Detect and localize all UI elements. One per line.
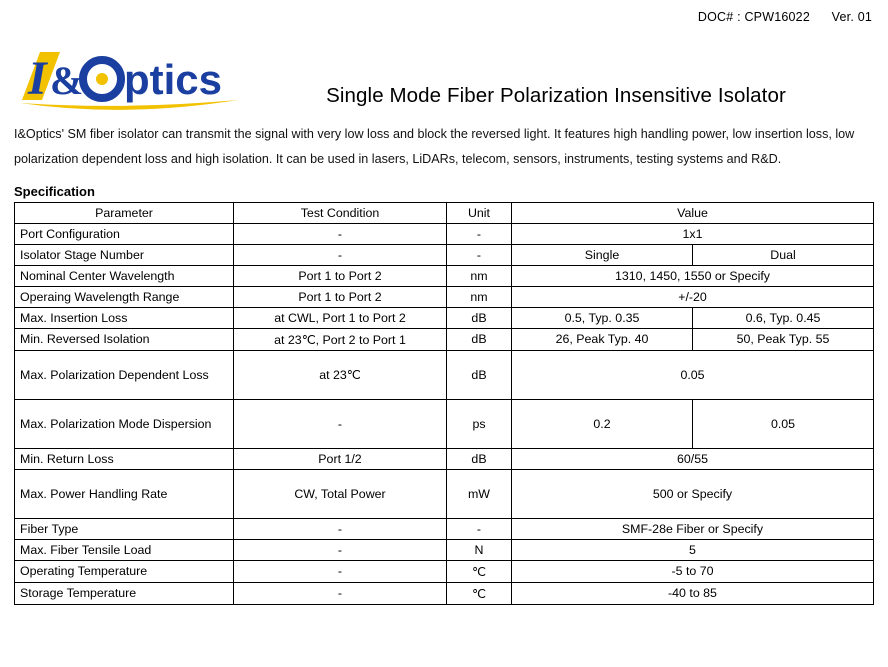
cell-parameter: Fiber Type xyxy=(15,518,234,539)
table-row xyxy=(15,469,874,518)
cell-unit: ℃ xyxy=(447,560,512,582)
specification-heading: Specification xyxy=(14,183,95,199)
cell-parameter: Max. Polarization Dependent Loss xyxy=(15,350,234,399)
doc-version: Ver. 01 xyxy=(831,10,872,24)
cell-unit: - xyxy=(447,223,512,244)
table-row xyxy=(15,286,874,307)
cell-unit: dB xyxy=(447,448,512,469)
cell-test-condition: at CWL, Port 1 to Port 2 xyxy=(234,307,447,328)
table-head xyxy=(15,202,874,223)
cell-value: 1x1 xyxy=(512,223,874,244)
table-row xyxy=(15,244,874,265)
cell-test-condition: - xyxy=(234,244,447,265)
cell-value: 60/55 xyxy=(512,448,874,469)
cell-value-single: Single xyxy=(512,244,693,265)
table-row xyxy=(15,328,874,350)
cell-test-condition: - xyxy=(234,223,447,244)
cell-parameter: Storage Temperature xyxy=(15,582,234,604)
cell-parameter: Max. Fiber Tensile Load xyxy=(15,539,234,560)
page-title: Single Mode Fiber Polarization Insensitive Isolator xyxy=(326,84,786,107)
column-header-unit: Unit xyxy=(447,202,512,223)
logo-graphic xyxy=(14,42,264,112)
table-row xyxy=(15,582,874,604)
title-container xyxy=(264,42,874,112)
cell-value: +/-20 xyxy=(512,286,874,307)
cell-parameter: Operating Temperature xyxy=(15,560,234,582)
cell-test-condition: at 23℃ xyxy=(234,350,447,399)
table-row xyxy=(15,399,874,448)
cell-parameter: Max. Power Handling Rate xyxy=(15,469,234,518)
table-row xyxy=(15,223,874,244)
cell-value-dual: 0.6, Typ. 0.45 xyxy=(693,307,874,328)
cell-parameter: Max. Polarization Mode Dispersion xyxy=(15,399,234,448)
cell-parameter: Operaing Wavelength Range xyxy=(15,286,234,307)
specification-table xyxy=(14,202,874,605)
cell-value: SMF-28e Fiber or Specify xyxy=(512,518,874,539)
cell-value-single: 0.5, Typ. 0.35 xyxy=(512,307,693,328)
table-row xyxy=(15,560,874,582)
cell-unit: nm xyxy=(447,286,512,307)
cell-parameter: Max. Insertion Loss xyxy=(15,307,234,328)
cell-test-condition: Port 1/2 xyxy=(234,448,447,469)
cell-unit: nm xyxy=(447,265,512,286)
cell-value-single: 0.2 xyxy=(512,399,693,448)
cell-unit: ps xyxy=(447,399,512,448)
table-header-row xyxy=(15,202,874,223)
cell-value-dual: Dual xyxy=(693,244,874,265)
column-header-value: Value xyxy=(512,202,874,223)
svg-text:ptics: ptics xyxy=(124,56,223,103)
cell-value: 5 xyxy=(512,539,874,560)
cell-value: 1310, 1450, 1550 or Specify xyxy=(512,265,874,286)
company-logo xyxy=(14,42,264,112)
doc-number: DOC# : CPW16022 xyxy=(697,10,810,24)
cell-value: -5 to 70 xyxy=(512,560,874,582)
table-body xyxy=(15,223,874,604)
svg-text:&: & xyxy=(50,58,84,103)
cell-value: 0.05 xyxy=(512,350,874,399)
table-row xyxy=(15,448,874,469)
cell-test-condition: - xyxy=(234,560,447,582)
table-row xyxy=(15,307,874,328)
table-row xyxy=(15,518,874,539)
cell-value-dual: 50, Peak Typ. 55 xyxy=(693,328,874,350)
cell-test-condition: - xyxy=(234,582,447,604)
logo-title-row xyxy=(14,42,874,112)
cell-unit: dB xyxy=(447,328,512,350)
table-row xyxy=(15,265,874,286)
cell-unit: mW xyxy=(447,469,512,518)
cell-value: 500 or Specify xyxy=(512,469,874,518)
cell-value-dual: 0.05 xyxy=(693,399,874,448)
cell-unit: - xyxy=(447,244,512,265)
cell-unit: - xyxy=(447,518,512,539)
cell-unit: ℃ xyxy=(447,582,512,604)
cell-value-single: 26, Peak Typ. 40 xyxy=(512,328,693,350)
document-header xyxy=(14,0,874,24)
cell-test-condition: - xyxy=(234,399,447,448)
cell-unit: N xyxy=(447,539,512,560)
svg-text:I: I xyxy=(28,52,47,105)
cell-test-condition: CW, Total Power xyxy=(234,469,447,518)
cell-test-condition: at 23℃, Port 2 to Port 1 xyxy=(234,328,447,350)
cell-parameter: Min. Reversed Isolation xyxy=(15,328,234,350)
cell-parameter: Port Configuration xyxy=(15,223,234,244)
cell-unit: dB xyxy=(447,350,512,399)
cell-parameter: Isolator Stage Number xyxy=(15,244,234,265)
cell-value: -40 to 85 xyxy=(512,582,874,604)
cell-parameter: Min. Return Loss xyxy=(15,448,234,469)
table-row xyxy=(15,350,874,399)
column-header-parameter: Parameter xyxy=(15,202,234,223)
table-row xyxy=(15,539,874,560)
cell-unit: dB xyxy=(447,307,512,328)
cell-test-condition: Port 1 to Port 2 xyxy=(234,286,447,307)
intro-paragraph: I&Optics' SM fiber isolator can transmit the signal with very low loss and block the reversed light. It features high handling power, low insertion loss, low polarization dependent loss and high isolation. It can be used in lasers, LiDARs, telecom, sensors, instruments, testing systems and R&D. xyxy=(14,127,855,166)
cell-test-condition: Port 1 to Port 2 xyxy=(234,265,447,286)
column-header-test-condition: Test Condition xyxy=(234,202,447,223)
cell-test-condition: - xyxy=(234,518,447,539)
cell-test-condition: - xyxy=(234,539,447,560)
cell-parameter: Nominal Center Wavelength xyxy=(15,265,234,286)
